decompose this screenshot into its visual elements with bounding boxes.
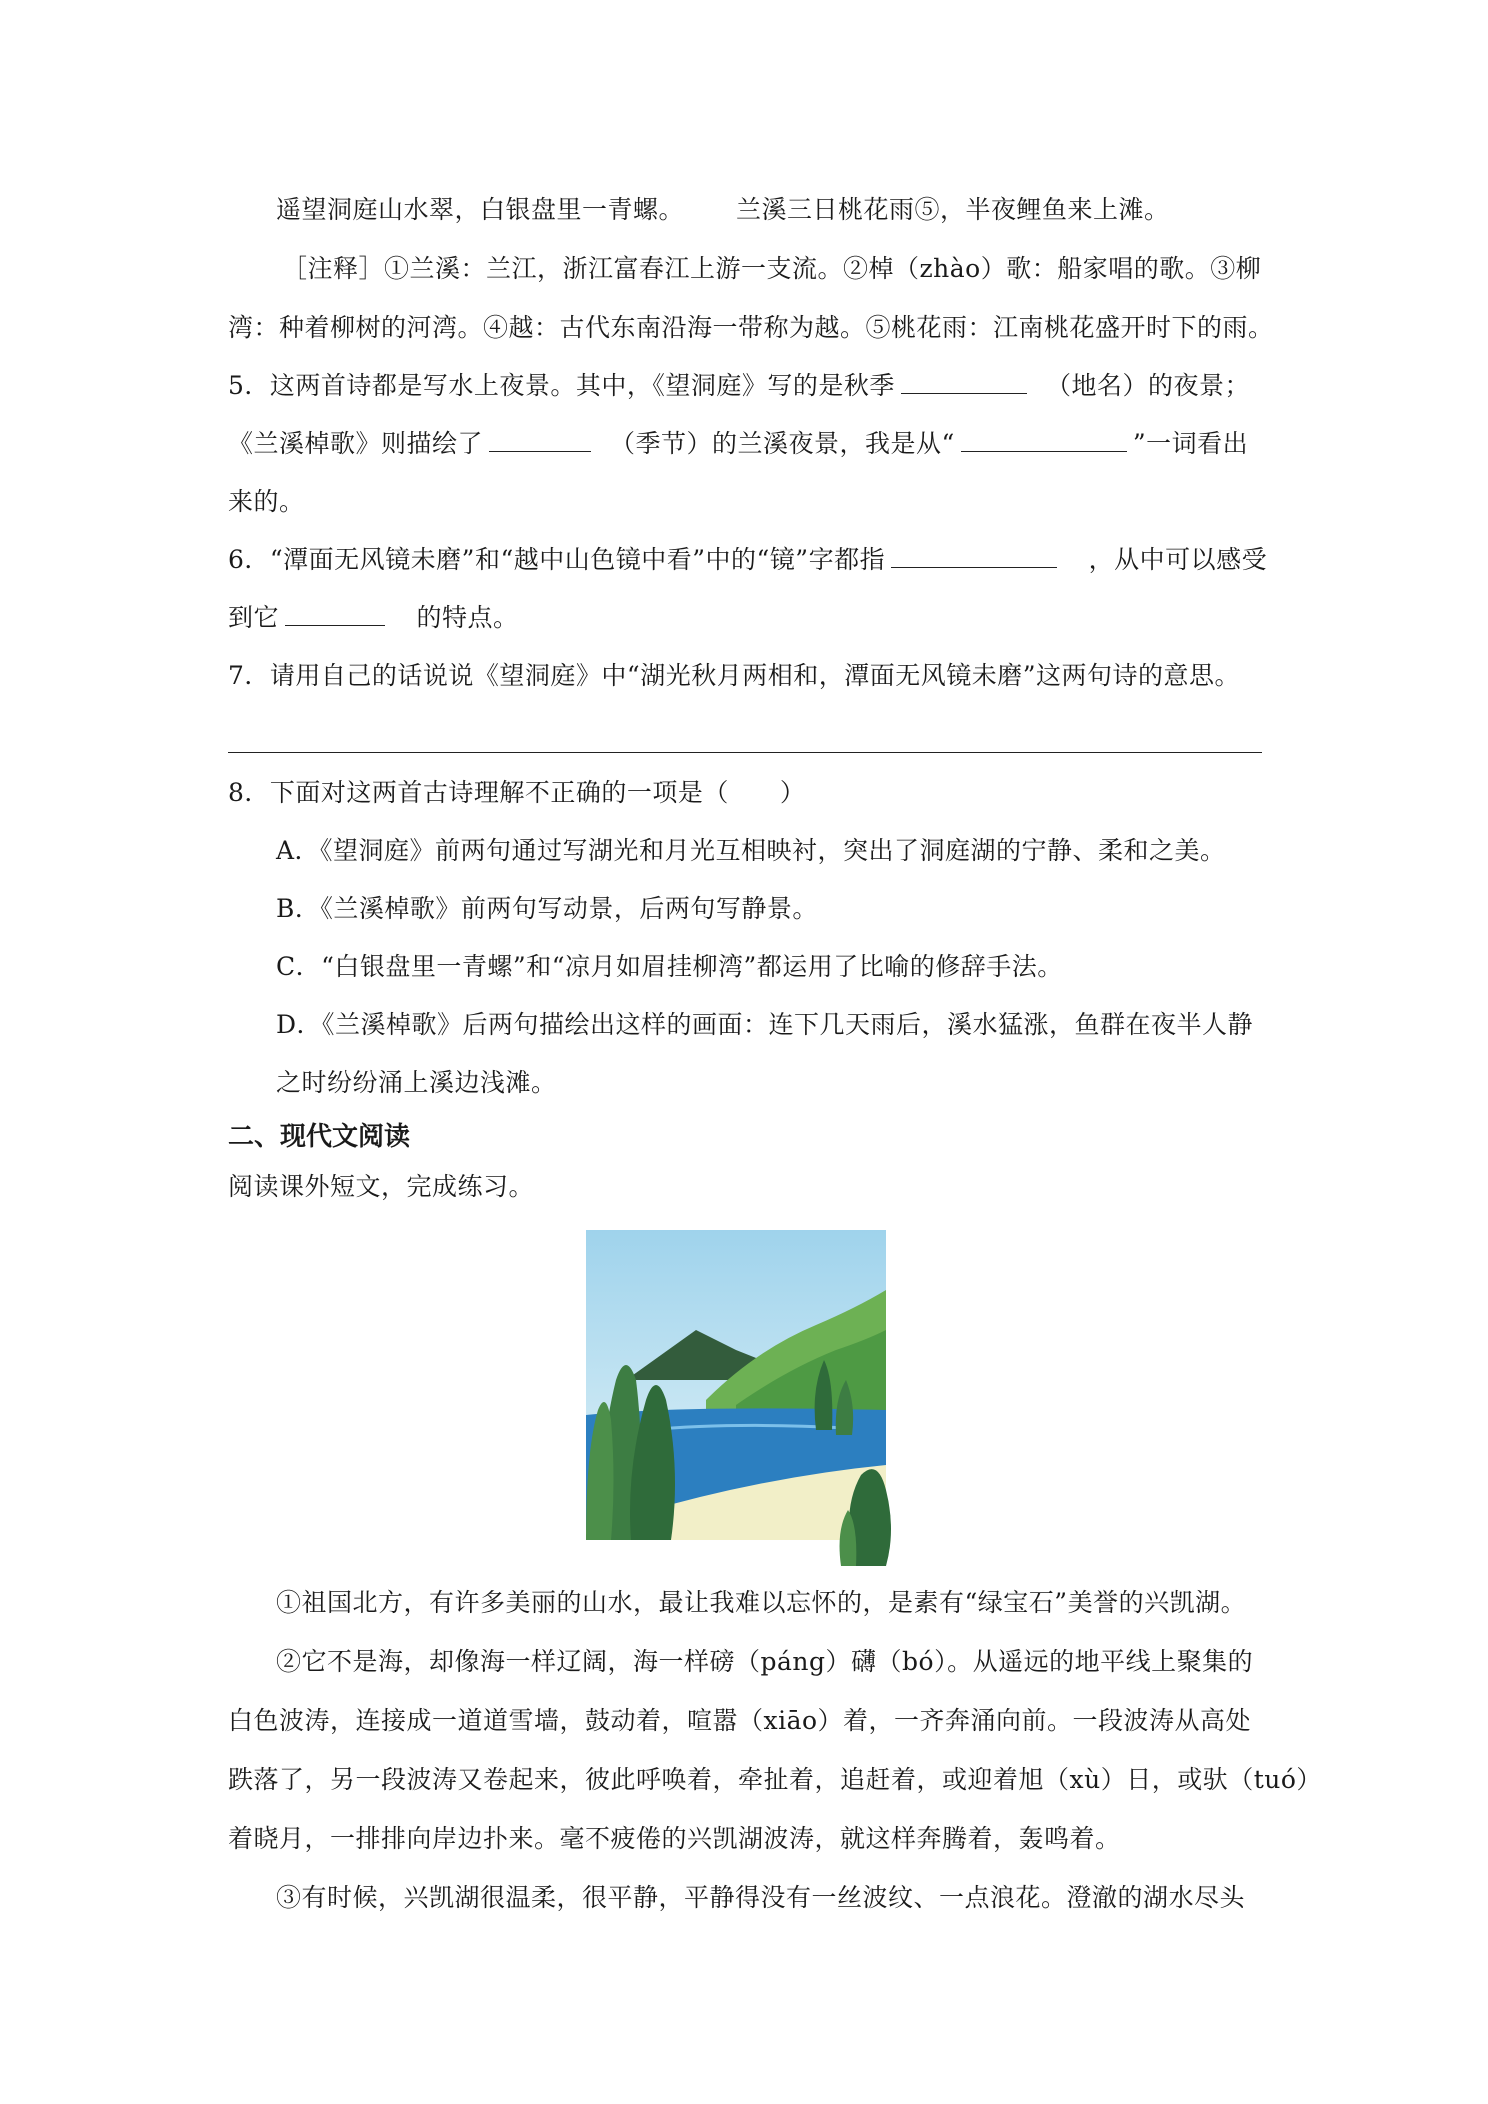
q8-option-d-continued: 之时纷纷涌上溪边浅滩。 — [276, 1068, 557, 1097]
question-7: 7．请用自己的话说说《望洞庭》中“湖光秋月两相和，潭面无风镜未磨”这两句诗的意思。 — [228, 661, 1240, 690]
passage-paragraph-1: ①祖国北方，有许多美丽的山水，最让我难以忘怀的，是素有“绿宝石”美誉的兴凯湖。 — [276, 1588, 1247, 1617]
question-6-line-2 — [228, 601, 519, 635]
section-2-title: 二、现代文阅读 — [228, 1122, 411, 1152]
q5-blank-place[interactable] — [901, 369, 1027, 394]
passage-paragraph-2-line-3: 跌落了，另一段波涛又卷起来，彼此呼唤着，牵扯着，追赶着，或迎着旭（xù）日，或驮（tuó） — [228, 1765, 1322, 1794]
q8-option-b[interactable]: B．《兰溪棹歌》前两句写动景，后两句写静景。 — [276, 894, 818, 923]
q5-text-6: 来的。 — [228, 487, 305, 516]
q5-text-2: （地名）的夜景； — [1058, 371, 1250, 400]
question-5-line-2 — [228, 427, 1248, 461]
lake-landscape-illustration — [586, 1230, 900, 1566]
q5-text-5: ”一词看出 — [1132, 429, 1249, 458]
passage-paragraph-2-line-4: 着晓月，一排排向岸边扑来。毫不疲倦的兴凯湖波涛，就这样奔腾着，轰鸣着。 — [228, 1824, 1121, 1853]
passage-paragraph-2-line-1: ②它不是海，却像海一样辽阔，海一样磅（páng）礴（bó）。从遥远的地平线上聚集的 — [276, 1647, 1254, 1676]
q8-option-a[interactable]: A．《望洞庭》前两句通过写湖光和月光互相映衬，突出了洞庭湖的宁静、柔和之美。 — [276, 836, 1226, 865]
q6-blank-mirror[interactable] — [891, 543, 1057, 568]
q6-text-1: 6．“潭面无风镜未磨”和“越中山色镜中看”中的“镜”字都指 — [228, 545, 886, 574]
question-6-line-1 — [228, 543, 1267, 577]
poem-line-left: 遥望洞庭山水翠，白银盘里一青螺。 — [276, 195, 685, 224]
passage-paragraph-3-line-1: ③有时候，兴凯湖很温柔，很平静，平静得没有一丝波纹、一点浪花。澄澈的湖水尽头 — [276, 1883, 1246, 1912]
q6-text-2: ，从中可以感受 — [1088, 545, 1268, 574]
notes-line-1: ［注释］①兰溪：兰江，浙江富春江上游一支流。②棹（zhào）歌：船家唱的歌。③柳 — [282, 254, 1262, 283]
poem-line-right: 兰溪三日桃花雨⑤，半夜鲤鱼来上滩。 — [736, 195, 1170, 224]
q8-option-c[interactable]: C．“白银盘里一青螺”和“凉月如眉挂柳湾”都运用了比喻的修辞手法。 — [276, 952, 1063, 981]
question-5-line-1 — [228, 369, 1250, 403]
q6-blank-feature[interactable] — [285, 601, 385, 626]
q5-text-3: 《兰溪棹歌》则描绘了 — [228, 429, 484, 458]
q5-text-1: 5．这两首诗都是写水上夜景。其中，《望洞庭》写的是秋季 — [228, 371, 895, 400]
q5-text-4: （季节）的兰溪夜景，我是从“ — [622, 429, 955, 458]
poem-line — [276, 193, 1170, 227]
q6-text-4: 的特点。 — [416, 603, 519, 632]
q7-answer-line[interactable] — [228, 752, 1262, 753]
notes-line-2: 湾：种着柳树的河湾。④越：古代东南沿海一带称为越。⑤桃花雨：江南桃花盛开时下的雨。 — [228, 313, 1274, 342]
q6-text-3: 到它 — [228, 603, 280, 632]
q8-option-d[interactable]: D．《兰溪棹歌》后两句描绘出这样的画面：连下几天雨后，溪水猛涨，鱼群在夜半人静 — [276, 1010, 1254, 1039]
question-8-stem: 8．下面对这两首古诗理解不正确的一项是（ ） — [228, 778, 806, 807]
passage-paragraph-2-line-2: 白色波涛，连接成一道道雪墙，鼓动着，喧嚣（xiāo）着，一齐奔涌向前。一段波涛从高处 — [228, 1706, 1252, 1735]
q5-blank-season[interactable] — [489, 427, 591, 452]
q5-blank-word[interactable] — [961, 427, 1127, 452]
section-2-instruction: 阅读课外短文，完成练习。 — [228, 1172, 535, 1201]
